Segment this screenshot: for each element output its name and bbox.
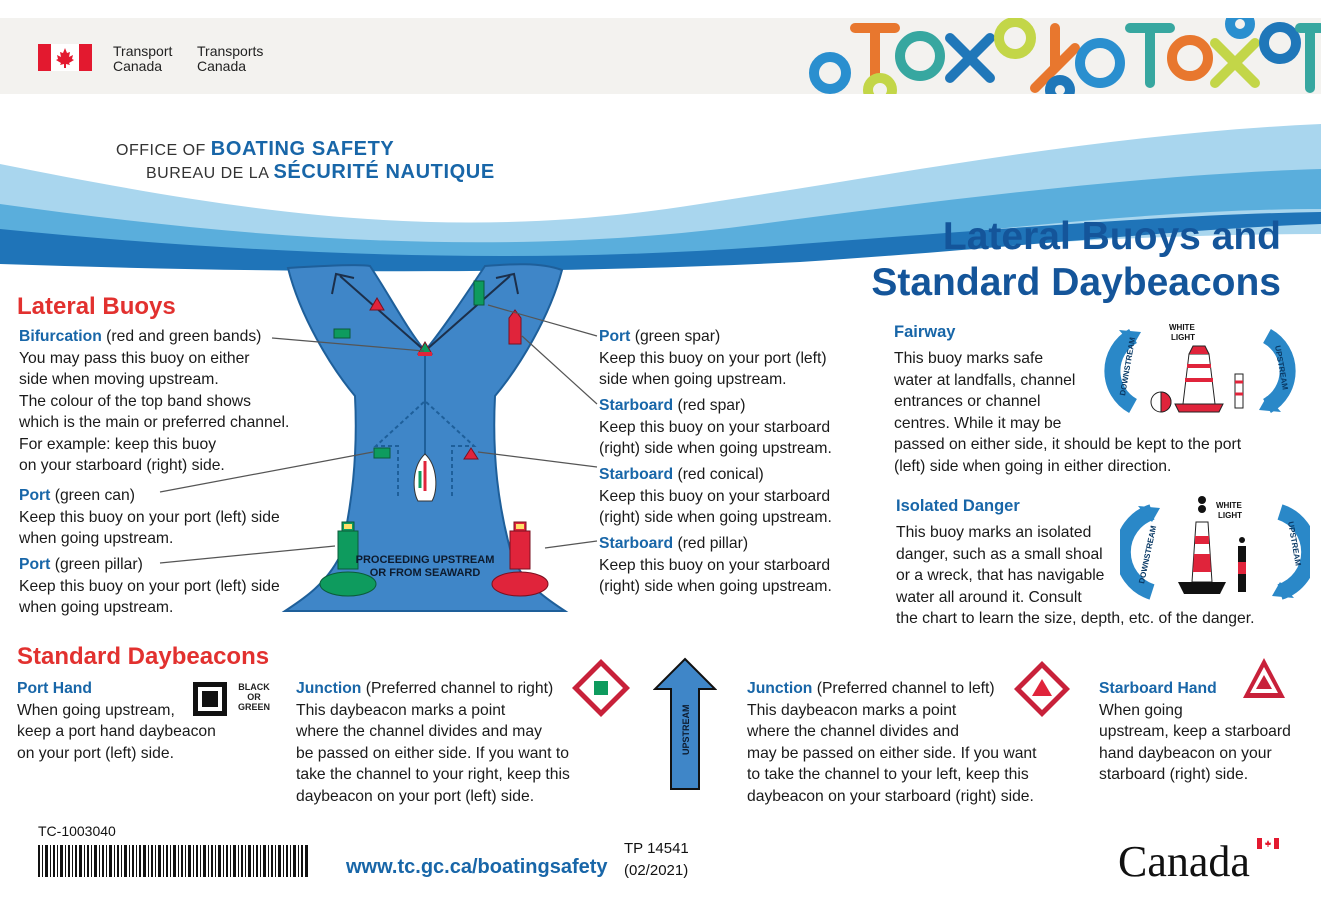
office-en-prefix: OFFICE OF <box>116 142 206 159</box>
starboard-pillar-block <box>599 533 832 598</box>
bifurcation-block <box>19 326 289 477</box>
office-fr-prefix: BUREAU DE LA <box>146 165 269 182</box>
junction-right-line: This daybeacon marks a point <box>296 701 506 719</box>
green-spar-buoy-icon <box>474 281 484 305</box>
downstream-label: DOWNSTREAM <box>1137 524 1159 585</box>
starboard-pillar-line: Keep this buoy on your starboard <box>599 556 831 574</box>
starboard-hand-line: When going <box>1099 701 1183 719</box>
bifurcation-line: The colour of the top band shows <box>19 392 251 410</box>
fairway-heading-wrap <box>894 323 955 342</box>
tp-date: (02/2021) <box>624 862 689 879</box>
starboard-spar-name: Starboard <box>599 397 674 414</box>
starboard-spar-detail: (red spar) <box>673 397 746 414</box>
isolated-danger-heading: Isolated Danger <box>896 497 1020 515</box>
green-can-buoy-icon <box>374 448 390 458</box>
page-title-line2: Standard Daybeacons <box>871 261 1281 304</box>
port-hand-color-note <box>238 682 270 712</box>
white-light-label: WHITE <box>1216 501 1242 510</box>
port-pillar-block <box>19 554 280 619</box>
isolated-danger-illustration <box>1120 492 1310 604</box>
port-pillar-name: Port <box>19 556 51 573</box>
junction-left-line: to take the channel to your left, keep this <box>747 766 1029 783</box>
tp-number: TP 14541 <box>624 840 689 857</box>
starboard-spar-line: Keep this buoy on your starboard <box>599 418 831 436</box>
starboard-pillar-detail: (red pillar) <box>673 535 749 552</box>
port-can-line: Keep this buoy on your port (left) side <box>19 508 280 526</box>
fairway-line: passed on either side, it should be kept to the port <box>894 436 1242 453</box>
starboard-pillar-line: (right) side when going upstream. <box>599 578 832 595</box>
lateral-buoys-heading: Lateral Buoys <box>17 293 176 320</box>
standard-daybeacons-heading: Standard Daybeacons <box>17 643 270 670</box>
white-light-label: LIGHT <box>1171 333 1195 342</box>
port-can-detail: (green can) <box>50 487 135 504</box>
junction-left-line: This daybeacon marks a point <box>747 701 957 719</box>
starboard-conical-line: (right) side when going upstream. <box>599 509 832 526</box>
isolated-line: water all around it. Consult <box>896 588 1082 606</box>
color-note-line: OR <box>247 692 261 702</box>
junction-right-line: daybeacon on your port (left) side. <box>296 787 535 805</box>
port-hand-line: keep a port hand daybeacon <box>17 723 216 740</box>
junction-right-block <box>296 678 570 807</box>
upstream-label: UPSTREAM <box>1273 344 1290 391</box>
green-can-buoy-icon <box>334 329 350 338</box>
fairway-line: This buoy marks safe <box>894 350 1044 367</box>
dept-en-line2: Canada <box>113 58 163 74</box>
starboard-hand-name: Starboard Hand <box>1099 680 1217 697</box>
bifurcation-line: which is the main or preferred channel. <box>19 414 290 431</box>
isolated-heading-wrap <box>896 497 1020 516</box>
starboard-conical-line: Keep this buoy on your starboard <box>599 487 831 505</box>
junction-right-line: take the channel to your right, keep this <box>296 766 570 783</box>
starboard-conical-name: Starboard <box>599 466 674 483</box>
starboard-hand-daybeacon-icon <box>1241 656 1287 700</box>
port-hand-line: When going upstream, <box>17 701 175 719</box>
color-note-line: GREEN <box>238 702 271 712</box>
wordmark-flag-icon <box>1257 838 1279 849</box>
starboard-hand-line: hand daybeacon on your <box>1099 744 1272 762</box>
page-title <box>871 214 1281 306</box>
fairway-line: water at landfalls, channel <box>894 371 1076 389</box>
dept-name-french <box>197 44 263 74</box>
port-pillar-line: when going upstream. <box>19 599 174 616</box>
fairway-line: (left) side when going in either direction. <box>894 457 1172 475</box>
dept-en-line1: Transport <box>113 43 173 59</box>
junction-left-block <box>747 678 1037 807</box>
office-name-fr <box>146 161 495 184</box>
isolated-line: the chart to learn the size, depth, etc. of the danger. <box>896 610 1255 627</box>
fairway-buoy-illustration <box>1095 318 1305 418</box>
junction-right-daybeacon-icon <box>570 657 632 719</box>
office-en-name: BOATING SAFETY <box>210 138 395 160</box>
starboard-pillar-name: Starboard <box>599 535 674 552</box>
port-spar-detail: (green spar) <box>630 328 721 345</box>
junction-right-detail: (Preferred channel to right) <box>361 680 554 697</box>
bifurcation-line: For example: keep this buoy <box>19 435 217 453</box>
starboard-hand-line: upstream, keep a starboard <box>1099 723 1291 740</box>
boating-safety-link[interactable]: www.tc.gc.ca/boatingsafety <box>346 856 608 878</box>
upstream-label: UPSTREAM <box>1286 520 1303 567</box>
port-spar-name: Port <box>599 328 631 345</box>
junction-right-line: be passed on either side. If you want to <box>296 744 569 762</box>
starboard-conical-block <box>599 464 832 529</box>
port-hand-block <box>17 678 216 764</box>
upstream-arrow-icon <box>653 657 717 791</box>
junction-right-name: Junction <box>296 680 362 697</box>
isolated-line: or a wreck, that has navigable <box>896 567 1105 584</box>
office-fr-name: SÉCURITÉ NAUTIQUE <box>273 161 495 183</box>
decorative-pattern <box>800 18 1321 94</box>
red-spar-buoy-icon <box>509 310 521 344</box>
isolated-line: danger, such as a small shoal <box>896 545 1103 563</box>
diagram-caption-line1: PROCEEDING UPSTREAM <box>355 554 495 566</box>
canada-wordmark: Canada <box>1118 837 1250 886</box>
upstream-arrow-label: UPSTREAM <box>681 704 691 755</box>
downstream-label: DOWNSTREAM <box>1118 336 1138 397</box>
port-pillar-detail: (green pillar) <box>50 556 143 573</box>
channel-diagram <box>280 256 570 616</box>
starboard-spar-block <box>599 395 832 460</box>
port-hand-name: Port Hand <box>17 680 92 697</box>
bifurcation-name: Bifurcation <box>19 328 102 345</box>
color-note-line: BLACK <box>238 682 270 692</box>
fairway-heading: Fairway <box>894 323 956 341</box>
tc-code: TC-1003040 <box>38 823 116 839</box>
port-spar-block <box>599 326 827 391</box>
port-pillar-line: Keep this buoy on your port (left) side <box>19 577 280 595</box>
port-can-line: when going upstream. <box>19 530 174 547</box>
port-spar-line: side when going upstream. <box>599 371 787 388</box>
junction-right-line: where the channel divides and may <box>296 723 542 740</box>
white-light-label: WHITE <box>1169 323 1195 332</box>
dept-name-english <box>113 44 172 74</box>
diagram-caption-line2: OR FROM SEAWARD <box>369 567 481 579</box>
starboard-spar-line: (right) side when going upstream. <box>599 440 832 457</box>
fairway-buoy-icon <box>1151 346 1243 412</box>
barcode-icon <box>38 845 308 877</box>
isolated-line: This buoy marks an isolated <box>896 524 1092 541</box>
port-hand-line: on your port (left) side. <box>17 744 174 762</box>
tp-number-block <box>624 838 689 882</box>
fairway-line: centres. While it may be <box>894 414 1062 432</box>
bifurcation-line: on your starboard (right) side. <box>19 457 225 474</box>
canada-flag-icon <box>38 44 92 71</box>
junction-left-daybeacon-icon <box>1012 659 1072 719</box>
starboard-hand-line: starboard (right) side. <box>1099 766 1249 783</box>
fairway-line: entrances or channel <box>894 393 1041 410</box>
junction-left-detail: (Preferred channel to left) <box>812 680 995 697</box>
dept-fr-line1: Transports <box>197 43 264 59</box>
port-can-block <box>19 485 280 550</box>
junction-left-line: may be passed on either side. If you want <box>747 744 1037 762</box>
junction-left-line: where the channel divides and <box>747 723 959 740</box>
port-hand-daybeacon-icon <box>192 681 228 717</box>
white-light-label: LIGHT <box>1218 511 1242 520</box>
junction-left-name: Junction <box>747 680 813 697</box>
junction-left-line: daybeacon on your starboard (right) side. <box>747 787 1034 805</box>
bifurcation-detail: (red and green bands) <box>101 328 262 345</box>
bifurcation-line: side when moving upstream. <box>19 371 219 388</box>
port-can-name: Port <box>19 487 51 504</box>
starboard-conical-detail: (red conical) <box>673 466 764 483</box>
dept-fr-line2: Canada <box>197 58 247 74</box>
port-spar-line: Keep this buoy on your port (left) <box>599 349 827 367</box>
bifurcation-line: You may pass this buoy on either <box>19 349 250 367</box>
office-name-en <box>116 138 394 161</box>
page-title-line1: Lateral Buoys and <box>942 215 1281 258</box>
